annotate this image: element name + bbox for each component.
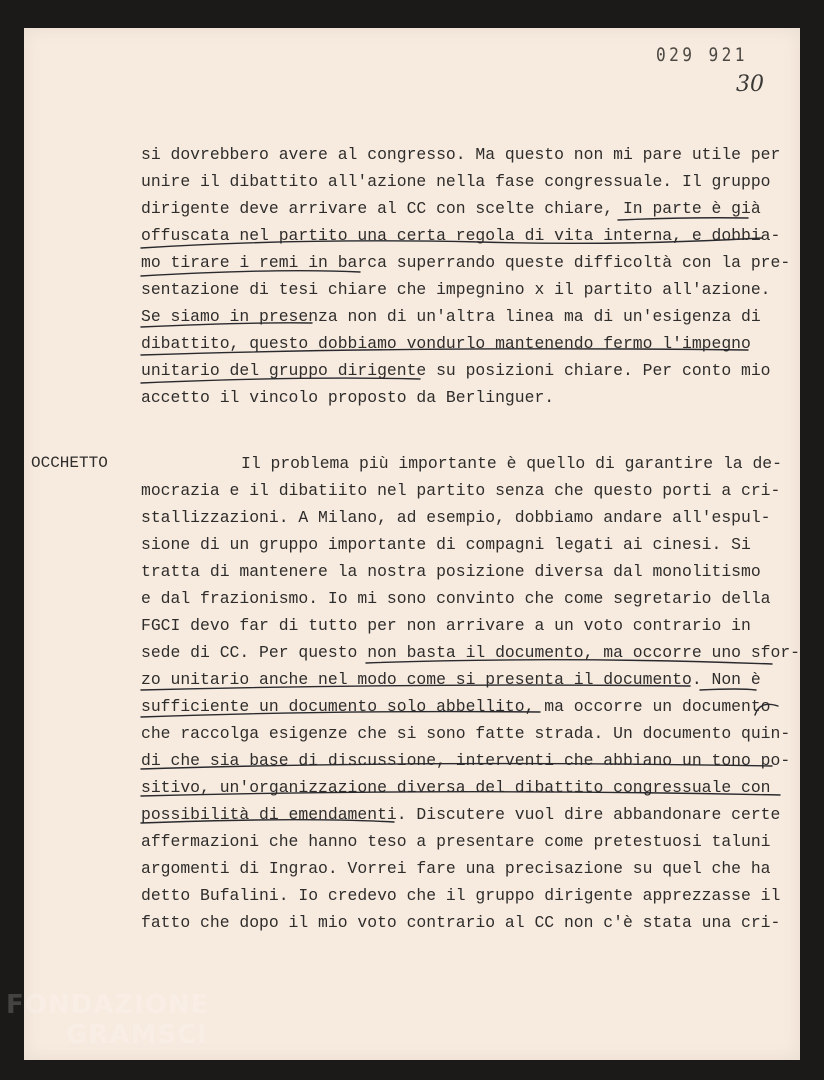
text-line: sentazione di tesi chiare che impegnino x il partito all'azione.	[141, 280, 771, 299]
text-line: unitario del gruppo dirigente su posizioni chiare. Per conto mio	[141, 361, 771, 380]
text-line: dirigente deve arrivare al CC con scelte chiare, In parte è già	[141, 199, 761, 218]
text-line: dibattito, questo dobbiamo vondurlo mantenendo fermo l'impegno	[141, 334, 751, 353]
text-line: sione di un gruppo importante di compagni legati ai cinesi. Si	[141, 535, 751, 554]
fondazione-gramsci-watermark	[6, 990, 209, 1050]
text-line: zo unitario anche nel modo come si presenta il documento. Non è	[141, 670, 761, 689]
text-line: offuscata nel partito una certa regola di vita interna, e dobbia-	[141, 226, 781, 245]
text-line: che raccolga esigenze che si sono fatte strada. Un documento quin-	[141, 724, 791, 743]
text-line: accetto il vincolo proposto da Berlinguer.	[141, 388, 555, 407]
speaker-label: OCCHETTO	[31, 454, 108, 472]
text-line: Il problema più importante è quello di garantire la de-	[241, 454, 782, 473]
text-line: mocrazia e il dibatiito nel partito senza che questo porti a cri-	[141, 481, 781, 500]
archive-number-stamp: 029 921	[656, 44, 748, 66]
text-line: FGCI devo far di tutto per non arrivare a un voto contrario in	[141, 616, 751, 635]
text-line: sufficiente un documento solo abbellito, ma occorre un documento	[141, 697, 771, 716]
text-line: mo tirare i remi in barca superrando queste difficoltà con la pre-	[141, 253, 791, 272]
text-line: fatto che dopo il mio voto contrario al CC non c'è stata una cri-	[141, 913, 781, 932]
handwritten-page-number: 30	[736, 72, 764, 97]
watermark-line-1: FONDAZIONE	[6, 990, 210, 1020]
text-line: stallizzazioni. A Milano, ad esempio, dobbiamo andare all'espul-	[141, 508, 771, 527]
text-line: sitivo, un'organizzazione diversa del dibattito congressuale con	[141, 778, 771, 797]
text-line: possibilità di emendamenti. Discutere vuol dire abbandonare certe	[141, 805, 781, 824]
text-line: e dal frazionismo. Io mi sono convinto che come segretario della	[141, 589, 771, 608]
text-line: unire il dibattito all'azione nella fase congressuale. Il gruppo	[141, 172, 771, 191]
text-line: Se siamo in presenza non di un'altra linea ma di un'esigenza di	[141, 307, 761, 326]
text-line: affermazioni che hanno teso a presentare come pretestuosi taluni	[141, 832, 771, 851]
text-line: argomenti di Ingrao. Vorrei fare una precisazione su quel che ha	[141, 859, 771, 878]
text-line: sede di CC. Per questo non basta il documento, ma occorre uno sfor-	[141, 643, 801, 662]
text-line: di che sia base di discussione, interventi che abbiano un tono po-	[141, 751, 791, 770]
text-line: tratta di mantenere la nostra posizione diversa dal monolitismo	[141, 562, 761, 581]
text-line: detto Bufalini. Io credevo che il gruppo dirigente apprezzasse il	[141, 886, 781, 905]
watermark-line-2: GRAMSCI	[66, 1020, 208, 1050]
text-line: si dovrebbero avere al congresso. Ma questo non mi pare utile per	[141, 145, 781, 164]
